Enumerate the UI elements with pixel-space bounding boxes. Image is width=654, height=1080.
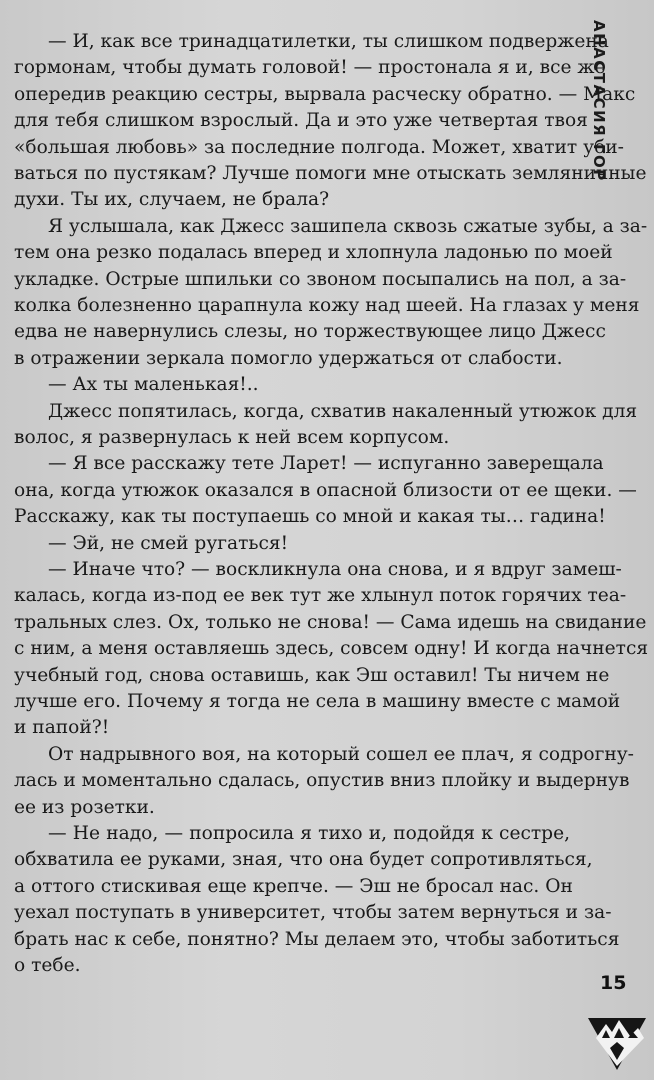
text-line: а оттого стискивая еще крепче. — Эш не бросал нас. Он: [14, 875, 573, 897]
text-line: для тебя слишком взрослый. Да и это уже четвертая твоя: [14, 110, 588, 132]
text-line: ее из розетки.: [14, 796, 155, 818]
text-line: учебный год, снова оставишь, как Эш оставил! Ты ничем не: [14, 664, 610, 686]
text-line: От надрывного воя, на который сошел ее плач, я содрогну-: [48, 743, 634, 765]
text-line: лучше его. Почему я тогда не села в машину вместе с мамой: [14, 691, 621, 712]
text-line: обхватила ее руками, зная, что она будет сопротивляться,: [14, 849, 593, 871]
text-line: Я услышала, как Джесс зашипела сквозь сжатые зубы, а за-: [48, 215, 648, 237]
text-line: уехал поступать в университет, чтобы затем вернуться и за-: [14, 902, 612, 924]
text-line: — Эй, не смей ругаться!: [48, 532, 289, 554]
text-line: в отражении зеркала помогло удержаться от слабости.: [14, 347, 563, 369]
text-line: тем она резко подалась вперед и хлопнула ладонью по моей: [14, 242, 613, 264]
text-line: и папой?!: [14, 717, 110, 739]
text-line: брать нас к себе, понятно? Мы делаем это, чтобы заботиться: [14, 928, 620, 950]
text-line: — Я все расскажу тете Ларет! — испуганно заверещала: [48, 453, 604, 475]
text-line: Джесс попятилась, когда, схватив накаленный утюжок для: [48, 400, 638, 422]
text-line: волос, я развернулась к ней всем корпусом.: [14, 427, 450, 448]
text-line: едва не навернулись слезы, но торжествующее лицо Джесс: [14, 321, 606, 343]
text-line: ваться по пустякам? Лучше помоги мне отыскать земляничные: [14, 163, 647, 184]
text-line: опередив реакцию сестры, вырвала расческу обратно. — Макс: [14, 83, 636, 105]
text-line: «большая любовь» за последние полгода. Может, хватит уби-: [14, 136, 624, 158]
text-line: гормонам, чтобы думать головой! — простонала я и, все же: [14, 57, 606, 79]
text-line: — И, как все тринадцатилетки, ты слишком подвержена: [48, 31, 609, 52]
text-line: калась, когда из-под ее век тут же хлынул поток горячих теа-: [14, 585, 627, 607]
text-line: тральных слез. Ох, только не снова! — Сама идешь на свидание: [14, 611, 647, 633]
text-line: духи. Ты их, случаем, не брала?: [14, 189, 330, 211]
text-line: она, когда утюжок оказался в опасной близости от ее щеки. —: [14, 479, 637, 501]
mountain-logo-icon: [588, 1008, 646, 1070]
text-line: — Не надо, — попросила я тихо и, подойдя к сестре,: [48, 823, 570, 844]
text-line: — Иначе что? — воскликнула она снова, и я вдруг замеш-: [48, 559, 622, 580]
text-line: колка болезненно царапнула кожу над шеей. На глазах у меня: [14, 295, 640, 316]
text-line: о тебе.: [14, 955, 81, 976]
text-line: Расскажу, как ты поступаешь со мной и какая ты… гадина!: [14, 506, 606, 528]
text-line: с ним, а меня оставляешь здесь, совсем одну! И когда начнется: [14, 638, 649, 660]
running-head-author: АНАСТАСИЯ ГОР: [590, 20, 608, 182]
page-number: 15: [600, 972, 627, 994]
text-line: укладке. Острые шпильки со звоном посыпались на пол, а за-: [14, 268, 627, 290]
text-line: — Ах ты маленькая!..: [48, 374, 259, 396]
text-line: лась и моментально сдалась, опустив вниз плойку и выдернув: [14, 770, 630, 792]
